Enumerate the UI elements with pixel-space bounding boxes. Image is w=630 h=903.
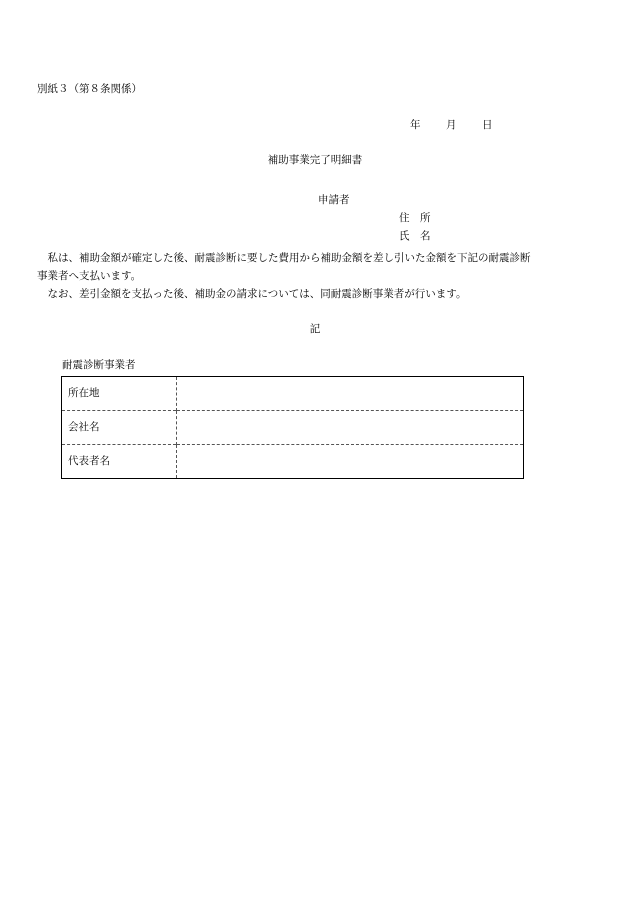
address-row-label: 所在地: [62, 377, 177, 411]
company-name-row-value[interactable]: [177, 411, 524, 445]
body-text: [37, 249, 593, 303]
applicant-address-label: 住 所: [399, 212, 431, 224]
table-row: [62, 445, 524, 479]
body-paragraph-1-line-1: 私は、補助金額が確定した後、耐震診断に要した費用から補助金額を差し引いた金額を下記の耐震診断: [47, 252, 531, 264]
company-table: [61, 376, 524, 479]
ki-heading: 記: [309, 323, 321, 335]
body-paragraph-2: なお、差引金額を支払った後、補助金の請求については、同耐震診断事業者が行います。: [47, 288, 467, 300]
body-paragraph-1-line-2: 事業者へ支払います。: [37, 270, 142, 282]
representative-row-label: 代表者名: [62, 445, 177, 479]
date-day-label: 日: [482, 119, 493, 131]
applicant-name-label: 氏 名: [399, 230, 431, 242]
applicant-label: 申請者: [318, 194, 350, 206]
company-name-row-label: 会社名: [62, 411, 177, 445]
table-row: [62, 411, 524, 445]
address-row-value[interactable]: [177, 377, 524, 411]
date-year-label: 年: [410, 119, 421, 131]
date-month-label: 月: [446, 119, 457, 131]
date-line: [410, 120, 493, 131]
company-heading: 耐震診断事業者: [62, 359, 136, 371]
document-title: 補助事業完了明細書: [267, 154, 363, 166]
representative-row-value[interactable]: [177, 445, 524, 479]
table-row: [62, 377, 524, 411]
attachment-label: 別紙３（第８条関係）: [37, 83, 142, 95]
